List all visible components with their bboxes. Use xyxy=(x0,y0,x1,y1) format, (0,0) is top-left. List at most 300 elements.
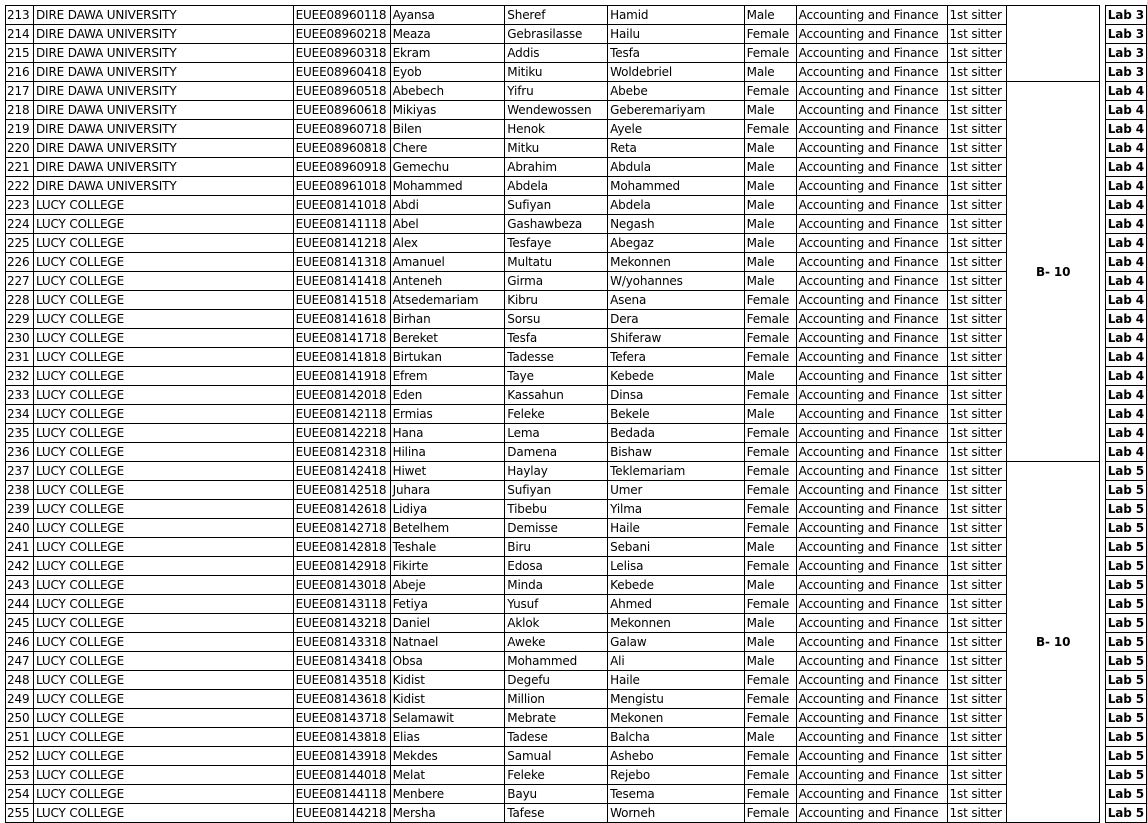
sitter-status-cell: 1st sitter xyxy=(947,196,1007,215)
sitter-status-cell: 1st sitter xyxy=(947,63,1007,82)
sitter-status-cell: 1st sitter xyxy=(947,386,1007,405)
registration-id-cell: EUEE08144118 xyxy=(293,785,390,804)
first-name-cell: Betelhem xyxy=(390,519,505,538)
father-name-cell: Kibru xyxy=(505,291,608,310)
registration-id-cell: EUEE08144018 xyxy=(293,766,390,785)
lab-cell: Lab 5 xyxy=(1105,671,1146,690)
row-number-cell: 244 xyxy=(6,595,34,614)
sitter-status-cell: 1st sitter xyxy=(947,139,1007,158)
grandfather-name-cell: Rejebo xyxy=(608,766,745,785)
table-row xyxy=(6,234,1147,253)
field-of-study-cell: Accounting and Finance xyxy=(796,462,947,481)
school-name-cell: LUCY COLLEGE xyxy=(33,633,293,652)
first-name-cell: Hilina xyxy=(390,443,505,462)
sitter-status-cell: 1st sitter xyxy=(947,215,1007,234)
registration-id-cell: EUEE08141018 xyxy=(293,196,390,215)
father-name-cell: Tesfaye xyxy=(505,234,608,253)
lab-cell: Lab 5 xyxy=(1105,709,1146,728)
field-of-study-cell: Accounting and Finance xyxy=(796,500,947,519)
row-number-cell: 215 xyxy=(6,44,34,63)
field-of-study-cell: Accounting and Finance xyxy=(796,177,947,196)
grandfather-name-cell: Abdula xyxy=(608,158,745,177)
father-name-cell: Tesfa xyxy=(505,329,608,348)
father-name-cell: Million xyxy=(505,690,608,709)
field-of-study-cell: Accounting and Finance xyxy=(796,101,947,120)
first-name-cell: Bereket xyxy=(390,329,505,348)
registration-id-cell: EUEE08960318 xyxy=(293,44,390,63)
field-of-study-cell: Accounting and Finance xyxy=(796,348,947,367)
row-number-cell: 213 xyxy=(6,6,34,25)
registration-id-cell: EUEE08142518 xyxy=(293,481,390,500)
gender-cell: Male xyxy=(744,177,796,196)
gender-cell: Female xyxy=(744,310,796,329)
school-name-cell: LUCY COLLEGE xyxy=(33,405,293,424)
table-row xyxy=(6,462,1147,481)
field-of-study-cell: Accounting and Finance xyxy=(796,386,947,405)
gender-cell: Female xyxy=(744,690,796,709)
grandfather-name-cell: Tesema xyxy=(608,785,745,804)
table-row xyxy=(6,747,1147,766)
sitter-status-cell: 1st sitter xyxy=(947,44,1007,63)
grandfather-name-cell: Bekele xyxy=(608,405,745,424)
sitter-status-cell: 1st sitter xyxy=(947,405,1007,424)
table-row xyxy=(6,595,1147,614)
table-row xyxy=(6,576,1147,595)
gender-cell: Male xyxy=(744,6,796,25)
school-name-cell: LUCY COLLEGE xyxy=(33,709,293,728)
row-number-cell: 252 xyxy=(6,747,34,766)
grandfather-name-cell: Hailu xyxy=(608,25,745,44)
first-name-cell: Birhan xyxy=(390,310,505,329)
school-name-cell: LUCY COLLEGE xyxy=(33,348,293,367)
table-row xyxy=(6,6,1147,25)
row-number-cell: 229 xyxy=(6,310,34,329)
table-row xyxy=(6,120,1147,139)
field-of-study-cell: Accounting and Finance xyxy=(796,747,947,766)
gender-cell: Female xyxy=(744,595,796,614)
table-row xyxy=(6,25,1147,44)
gender-cell: Male xyxy=(744,158,796,177)
gender-cell: Female xyxy=(744,747,796,766)
row-number-cell: 227 xyxy=(6,272,34,291)
father-name-cell: Mitiku xyxy=(505,63,608,82)
field-of-study-cell: Accounting and Finance xyxy=(796,481,947,500)
table-row xyxy=(6,63,1147,82)
row-number-cell: 239 xyxy=(6,500,34,519)
sitter-status-cell: 1st sitter xyxy=(947,804,1007,823)
row-number-cell: 254 xyxy=(6,785,34,804)
registration-id-cell: EUEE08960218 xyxy=(293,25,390,44)
father-name-cell: Demisse xyxy=(505,519,608,538)
sitter-status-cell: 1st sitter xyxy=(947,481,1007,500)
gender-cell: Male xyxy=(744,253,796,272)
first-name-cell: Meaza xyxy=(390,25,505,44)
table-row xyxy=(6,196,1147,215)
father-name-cell: Samual xyxy=(505,747,608,766)
school-name-cell: LUCY COLLEGE xyxy=(33,367,293,386)
lab-cell: Lab 4 xyxy=(1105,405,1146,424)
registration-id-cell: EUEE08143618 xyxy=(293,690,390,709)
grandfather-name-cell: Dinsa xyxy=(608,386,745,405)
school-name-cell: LUCY COLLEGE xyxy=(33,196,293,215)
lab-cell: Lab 4 xyxy=(1105,310,1146,329)
registration-id-cell: EUEE08143118 xyxy=(293,595,390,614)
row-number-cell: 216 xyxy=(6,63,34,82)
table-row xyxy=(6,652,1147,671)
school-name-cell: LUCY COLLEGE xyxy=(33,766,293,785)
grandfather-name-cell: Lelisa xyxy=(608,557,745,576)
registration-id-cell: EUEE08142718 xyxy=(293,519,390,538)
registration-id-cell: EUEE08143818 xyxy=(293,728,390,747)
first-name-cell: Ayansa xyxy=(390,6,505,25)
first-name-cell: Juhara xyxy=(390,481,505,500)
gender-cell: Male xyxy=(744,538,796,557)
sitter-status-cell: 1st sitter xyxy=(947,158,1007,177)
grandfather-name-cell: Mengistu xyxy=(608,690,745,709)
registration-id-cell: EUEE08144218 xyxy=(293,804,390,823)
school-name-cell: DIRE DAWA UNIVERSITY xyxy=(33,63,293,82)
field-of-study-cell: Accounting and Finance xyxy=(796,6,947,25)
gender-cell: Female xyxy=(744,519,796,538)
lab-cell: Lab 5 xyxy=(1105,481,1146,500)
sitter-status-cell: 1st sitter xyxy=(947,538,1007,557)
registration-id-cell: EUEE08960718 xyxy=(293,120,390,139)
sitter-status-cell: 1st sitter xyxy=(947,576,1007,595)
registration-id-cell: EUEE08142918 xyxy=(293,557,390,576)
table-row xyxy=(6,443,1147,462)
table-row xyxy=(6,329,1147,348)
school-name-cell: LUCY COLLEGE xyxy=(33,785,293,804)
lab-cell: Lab 4 xyxy=(1105,291,1146,310)
school-name-cell: LUCY COLLEGE xyxy=(33,329,293,348)
first-name-cell: Daniel xyxy=(390,614,505,633)
school-name-cell: LUCY COLLEGE xyxy=(33,253,293,272)
lab-cell: Lab 5 xyxy=(1105,747,1146,766)
father-name-cell: Mohammed xyxy=(505,652,608,671)
grandfather-name-cell: Tesfa xyxy=(608,44,745,63)
father-name-cell: Aklok xyxy=(505,614,608,633)
gender-cell: Female xyxy=(744,329,796,348)
grandfather-name-cell: Negash xyxy=(608,215,745,234)
table-row xyxy=(6,614,1147,633)
row-number-cell: 235 xyxy=(6,424,34,443)
grandfather-name-cell: Abegaz xyxy=(608,234,745,253)
first-name-cell: Mohammed xyxy=(390,177,505,196)
father-name-cell: Aweke xyxy=(505,633,608,652)
father-name-cell: Kassahun xyxy=(505,386,608,405)
lab-cell: Lab 4 xyxy=(1105,386,1146,405)
lab-cell: Lab 3 xyxy=(1105,6,1146,25)
father-name-cell: Edosa xyxy=(505,557,608,576)
lab-cell: Lab 4 xyxy=(1105,367,1146,386)
grandfather-name-cell: Asena xyxy=(608,291,745,310)
first-name-cell: Chere xyxy=(390,139,505,158)
field-of-study-cell: Accounting and Finance xyxy=(796,595,947,614)
registration-id-cell: EUEE08961018 xyxy=(293,177,390,196)
field-of-study-cell: Accounting and Finance xyxy=(796,652,947,671)
row-number-cell: 225 xyxy=(6,234,34,253)
field-of-study-cell: Accounting and Finance xyxy=(796,158,947,177)
sitter-status-cell: 1st sitter xyxy=(947,728,1007,747)
field-of-study-cell: Accounting and Finance xyxy=(796,538,947,557)
first-name-cell: Abdi xyxy=(390,196,505,215)
first-name-cell: Efrem xyxy=(390,367,505,386)
gender-cell: Female xyxy=(744,709,796,728)
first-name-cell: Abebech xyxy=(390,82,505,101)
field-of-study-cell: Accounting and Finance xyxy=(796,120,947,139)
field-of-study-cell: Accounting and Finance xyxy=(796,576,947,595)
field-of-study-cell: Accounting and Finance xyxy=(796,253,947,272)
row-number-cell: 241 xyxy=(6,538,34,557)
row-number-cell: 226 xyxy=(6,253,34,272)
lab-cell: Lab 4 xyxy=(1105,139,1146,158)
grandfather-name-cell: Mekonen xyxy=(608,709,745,728)
table-row xyxy=(6,424,1147,443)
gender-cell: Male xyxy=(744,633,796,652)
father-name-cell: Yifru xyxy=(505,82,608,101)
father-name-cell: Degefu xyxy=(505,671,608,690)
school-name-cell: LUCY COLLEGE xyxy=(33,614,293,633)
row-number-cell: 224 xyxy=(6,215,34,234)
school-name-cell: LUCY COLLEGE xyxy=(33,557,293,576)
gender-cell: Male xyxy=(744,139,796,158)
lab-cell: Lab 5 xyxy=(1105,614,1146,633)
father-name-cell: Feleke xyxy=(505,405,608,424)
row-number-cell: 253 xyxy=(6,766,34,785)
grandfather-name-cell: Bedada xyxy=(608,424,745,443)
grandfather-name-cell: Bishaw xyxy=(608,443,745,462)
sitter-status-cell: 1st sitter xyxy=(947,633,1007,652)
school-name-cell: DIRE DAWA UNIVERSITY xyxy=(33,25,293,44)
grandfather-name-cell: Dera xyxy=(608,310,745,329)
lab-cell: Lab 5 xyxy=(1105,576,1146,595)
grandfather-name-cell: Shiferaw xyxy=(608,329,745,348)
room-cell: B- 10 xyxy=(1007,82,1099,462)
first-name-cell: Natnael xyxy=(390,633,505,652)
lab-cell: Lab 5 xyxy=(1105,519,1146,538)
school-name-cell: LUCY COLLEGE xyxy=(33,215,293,234)
father-name-cell: Girma xyxy=(505,272,608,291)
father-name-cell: Minda xyxy=(505,576,608,595)
grandfather-name-cell: Worneh xyxy=(608,804,745,823)
sitter-status-cell: 1st sitter xyxy=(947,671,1007,690)
table-row xyxy=(6,291,1147,310)
father-name-cell: Haylay xyxy=(505,462,608,481)
gender-cell: Male xyxy=(744,405,796,424)
table-row xyxy=(6,386,1147,405)
field-of-study-cell: Accounting and Finance xyxy=(796,671,947,690)
father-name-cell: Biru xyxy=(505,538,608,557)
lab-cell: Lab 5 xyxy=(1105,652,1146,671)
grandfather-name-cell: W/yohannes xyxy=(608,272,745,291)
lab-cell: Lab 4 xyxy=(1105,253,1146,272)
field-of-study-cell: Accounting and Finance xyxy=(796,329,947,348)
row-number-cell: 236 xyxy=(6,443,34,462)
sitter-status-cell: 1st sitter xyxy=(947,367,1007,386)
school-name-cell: LUCY COLLEGE xyxy=(33,310,293,329)
sitter-status-cell: 1st sitter xyxy=(947,253,1007,272)
first-name-cell: Ekram xyxy=(390,44,505,63)
gender-cell: Female xyxy=(744,291,796,310)
father-name-cell: Mebrate xyxy=(505,709,608,728)
father-name-cell: Wendewossen xyxy=(505,101,608,120)
first-name-cell: Hiwet xyxy=(390,462,505,481)
grandfather-name-cell: Balcha xyxy=(608,728,745,747)
row-number-cell: 233 xyxy=(6,386,34,405)
registration-id-cell: EUEE08141218 xyxy=(293,234,390,253)
gender-cell: Female xyxy=(744,44,796,63)
sitter-status-cell: 1st sitter xyxy=(947,652,1007,671)
field-of-study-cell: Accounting and Finance xyxy=(796,82,947,101)
table-row xyxy=(6,785,1147,804)
first-name-cell: Hana xyxy=(390,424,505,443)
father-name-cell: Lema xyxy=(505,424,608,443)
row-number-cell: 251 xyxy=(6,728,34,747)
row-number-cell: 249 xyxy=(6,690,34,709)
gender-cell: Male xyxy=(744,272,796,291)
registration-id-cell: EUEE08141718 xyxy=(293,329,390,348)
field-of-study-cell: Accounting and Finance xyxy=(796,709,947,728)
school-name-cell: LUCY COLLEGE xyxy=(33,690,293,709)
field-of-study-cell: Accounting and Finance xyxy=(796,405,947,424)
grandfather-name-cell: Ali xyxy=(608,652,745,671)
first-name-cell: Amanuel xyxy=(390,253,505,272)
lab-cell: Lab 5 xyxy=(1105,690,1146,709)
sitter-status-cell: 1st sitter xyxy=(947,120,1007,139)
sitter-status-cell: 1st sitter xyxy=(947,82,1007,101)
first-name-cell: Kidist xyxy=(390,671,505,690)
registration-id-cell: EUEE08143518 xyxy=(293,671,390,690)
school-name-cell: LUCY COLLEGE xyxy=(33,481,293,500)
table-row xyxy=(6,538,1147,557)
first-name-cell: Mersha xyxy=(390,804,505,823)
registration-id-cell: EUEE08143218 xyxy=(293,614,390,633)
gender-cell: Female xyxy=(744,25,796,44)
school-name-cell: LUCY COLLEGE xyxy=(33,576,293,595)
school-name-cell: LUCY COLLEGE xyxy=(33,728,293,747)
father-name-cell: Addis xyxy=(505,44,608,63)
grandfather-name-cell: Ashebo xyxy=(608,747,745,766)
school-name-cell: DIRE DAWA UNIVERSITY xyxy=(33,6,293,25)
table-row xyxy=(6,82,1147,101)
gender-cell: Female xyxy=(744,481,796,500)
table-row xyxy=(6,101,1147,120)
grandfather-name-cell: Kebede xyxy=(608,367,745,386)
registration-id-cell: EUEE08960818 xyxy=(293,139,390,158)
gender-cell: Male xyxy=(744,614,796,633)
table-row xyxy=(6,215,1147,234)
grandfather-name-cell: Tefera xyxy=(608,348,745,367)
gender-cell: Female xyxy=(744,766,796,785)
table-row xyxy=(6,690,1147,709)
row-number-cell: 234 xyxy=(6,405,34,424)
registration-id-cell: EUEE08960618 xyxy=(293,101,390,120)
field-of-study-cell: Accounting and Finance xyxy=(796,424,947,443)
school-name-cell: DIRE DAWA UNIVERSITY xyxy=(33,139,293,158)
gender-cell: Male xyxy=(744,728,796,747)
registration-id-cell: EUEE08141518 xyxy=(293,291,390,310)
field-of-study-cell: Accounting and Finance xyxy=(796,63,947,82)
first-name-cell: Teshale xyxy=(390,538,505,557)
field-of-study-cell: Accounting and Finance xyxy=(796,272,947,291)
registration-id-cell: EUEE08960518 xyxy=(293,82,390,101)
first-name-cell: Selamawit xyxy=(390,709,505,728)
field-of-study-cell: Accounting and Finance xyxy=(796,291,947,310)
gender-cell: Female xyxy=(744,671,796,690)
school-name-cell: LUCY COLLEGE xyxy=(33,443,293,462)
table-row xyxy=(6,272,1147,291)
gender-cell: Female xyxy=(744,348,796,367)
grandfather-name-cell: Haile xyxy=(608,519,745,538)
grandfather-name-cell: Galaw xyxy=(608,633,745,652)
gender-cell: Female xyxy=(744,557,796,576)
table-row xyxy=(6,519,1147,538)
first-name-cell: Alex xyxy=(390,234,505,253)
table-row xyxy=(6,310,1147,329)
father-name-cell: Abrahim xyxy=(505,158,608,177)
father-name-cell: Tafese xyxy=(505,804,608,823)
row-number-cell: 247 xyxy=(6,652,34,671)
sitter-status-cell: 1st sitter xyxy=(947,519,1007,538)
school-name-cell: LUCY COLLEGE xyxy=(33,671,293,690)
row-number-cell: 219 xyxy=(6,120,34,139)
sitter-status-cell: 1st sitter xyxy=(947,766,1007,785)
grandfather-name-cell: Abebe xyxy=(608,82,745,101)
lab-cell: Lab 4 xyxy=(1105,196,1146,215)
lab-cell: Lab 5 xyxy=(1105,728,1146,747)
school-name-cell: LUCY COLLEGE xyxy=(33,291,293,310)
father-name-cell: Abdela xyxy=(505,177,608,196)
lab-cell: Lab 4 xyxy=(1105,424,1146,443)
sitter-status-cell: 1st sitter xyxy=(947,690,1007,709)
gender-cell: Male xyxy=(744,101,796,120)
sitter-status-cell: 1st sitter xyxy=(947,785,1007,804)
grandfather-name-cell: Mekonnen xyxy=(608,253,745,272)
registration-id-cell: EUEE08143018 xyxy=(293,576,390,595)
father-name-cell: Gashawbeza xyxy=(505,215,608,234)
table-row xyxy=(6,709,1147,728)
row-number-cell: 218 xyxy=(6,101,34,120)
table-row xyxy=(6,633,1147,652)
table-row xyxy=(6,367,1147,386)
father-name-cell: Feleke xyxy=(505,766,608,785)
lab-cell: Lab 4 xyxy=(1105,443,1146,462)
sitter-status-cell: 1st sitter xyxy=(947,747,1007,766)
row-number-cell: 220 xyxy=(6,139,34,158)
father-name-cell: Sufiyan xyxy=(505,481,608,500)
father-name-cell: Sorsu xyxy=(505,310,608,329)
table-row xyxy=(6,500,1147,519)
registration-id-cell: EUEE08143318 xyxy=(293,633,390,652)
grandfather-name-cell: Haile xyxy=(608,671,745,690)
registration-id-cell: EUEE08141118 xyxy=(293,215,390,234)
field-of-study-cell: Accounting and Finance xyxy=(796,234,947,253)
lab-cell: Lab 4 xyxy=(1105,82,1146,101)
grandfather-name-cell: Mekonnen xyxy=(608,614,745,633)
registration-id-cell: EUEE08142118 xyxy=(293,405,390,424)
school-name-cell: LUCY COLLEGE xyxy=(33,519,293,538)
row-number-cell: 245 xyxy=(6,614,34,633)
registration-id-cell: EUEE08141418 xyxy=(293,272,390,291)
gender-cell: Male xyxy=(744,63,796,82)
lab-cell: Lab 5 xyxy=(1105,500,1146,519)
lab-cell: Lab 5 xyxy=(1105,557,1146,576)
table-row xyxy=(6,158,1147,177)
sitter-status-cell: 1st sitter xyxy=(947,424,1007,443)
table-row xyxy=(6,139,1147,158)
table-row xyxy=(6,557,1147,576)
registration-id-cell: EUEE08141618 xyxy=(293,310,390,329)
